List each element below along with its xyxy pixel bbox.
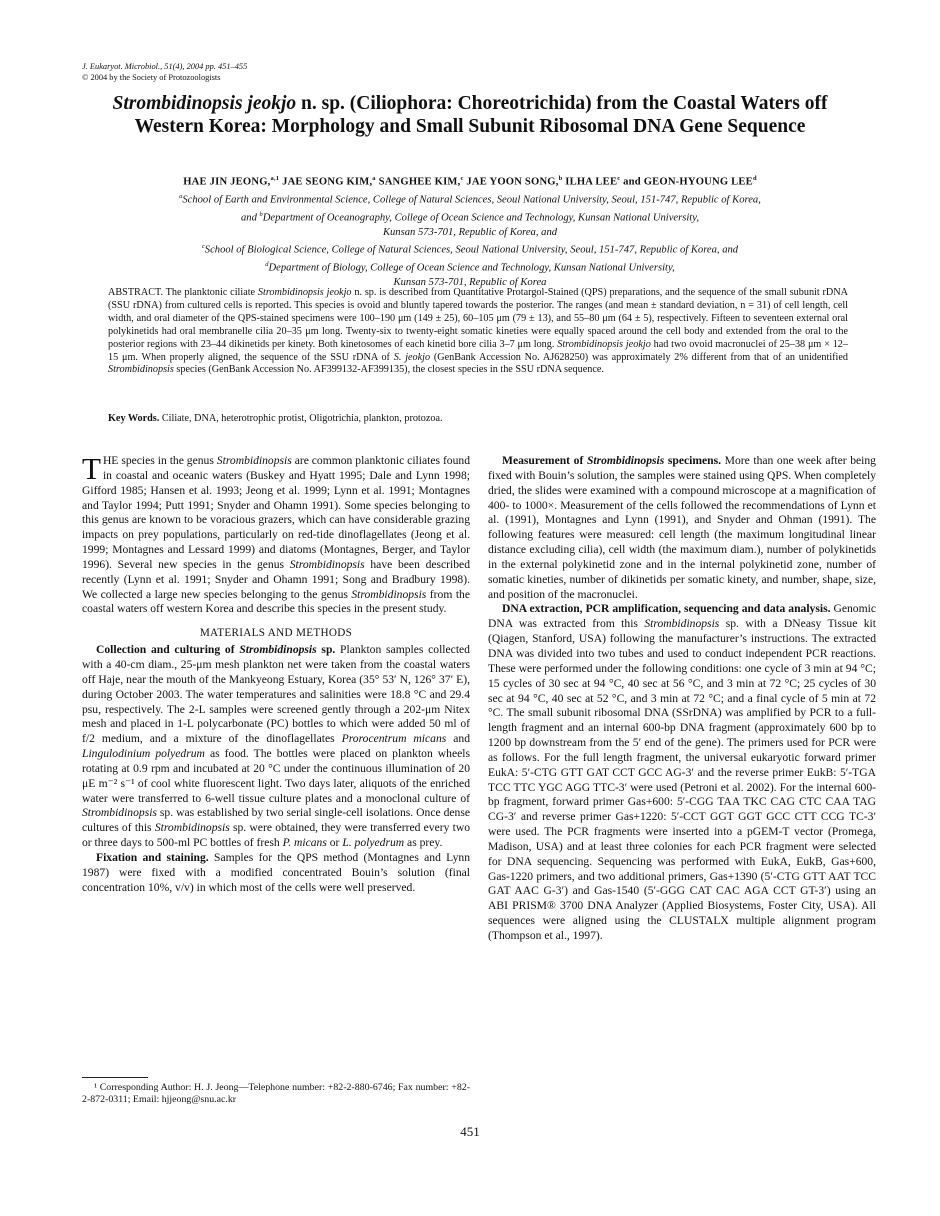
heading-text: Collection and culturing of — [96, 643, 240, 657]
genus-name: Strombidinopsis — [289, 557, 365, 571]
intro-paragraph — [82, 451, 470, 617]
abstract — [108, 287, 848, 377]
author-affiliation-mark: a,1 — [270, 175, 280, 182]
genus-name: Strombidinopsis — [154, 821, 230, 835]
body-text: or — [326, 836, 343, 850]
author-name: JAE SEONG KIM, — [279, 176, 373, 188]
abstract-text: species (GenBank Accession No. AF399132-AF399135), the closest species in the SSU rDNA sequence. — [173, 364, 604, 376]
affiliation-text: Department of Oceanography, College of Ocean Science and Technology, Kunsan National University, — [262, 212, 700, 224]
keywords — [108, 413, 848, 426]
affiliation-line — [80, 226, 860, 240]
subsection-heading — [502, 454, 721, 467]
body-text: sp. were obtained, they were transferred every two or three days to 500-ml PC bottles of fresh — [82, 821, 470, 850]
author-list — [80, 172, 860, 189]
body-text: are common planktonic ciliates found in coastal and oceanic waters (Buskey and Hyatt 1995; Dale and Lynn 1998; Gifford 1985; Hansen et al. 1993; Jeong et al. 1999; Lynn et al. 1991; Montagnes and Taylor 1994; Putt 1991; Snyder and Ohamn 1991). Some species belonging to this genus are known to be voracious grazers, which can have considerable grazing impacts on prey populations, particularly on red-tide dinoflagellates (Jeong et al. 1999; Montagnes and Lessard 1999) and diatoms (Montagnes, Berger, and Taylor 1996). Several new species in the genus — [82, 454, 470, 571]
author-affiliation-mark: c — [460, 175, 464, 182]
keywords-text: Ciliate, DNA, heterotrophic protist, Oligotrichia, plankton, protozoa. — [159, 413, 443, 424]
footnote-divider — [82, 1077, 148, 1078]
affiliation-list — [80, 190, 860, 290]
citation-copyright-line: © 2004 by the Society of Protozoologists — [82, 72, 221, 82]
genus-name: Strombidinopsis — [216, 454, 292, 467]
page-number: 451 — [460, 1124, 480, 1139]
journal-citation — [82, 62, 482, 83]
genus-name: Strombidinopsis — [586, 454, 665, 467]
measurement-paragraph — [488, 454, 876, 602]
affiliation-line — [80, 190, 860, 208]
species-name: L. polyedrum — [342, 836, 405, 850]
species-name: S. jeokjo — [393, 351, 431, 363]
drop-cap: T — [82, 451, 101, 486]
genus-name: Strombidinopsis — [82, 806, 157, 820]
genus-name: Strombidinopsis — [351, 587, 427, 601]
body-text: have been described recently (Lynn et al. 1991; Snyder and Ohamn 1991; Song and Bradbury 1998). We collected a large new species belonging to the genus — [82, 557, 470, 601]
heading-text: Measurement of — [502, 454, 587, 467]
author-name: HAE JIN JEONG, — [183, 176, 271, 188]
dna-paragraph — [488, 602, 876, 943]
section-heading: MATERIALS AND METHODS — [199, 627, 353, 640]
author-affiliation-mark: d — [752, 175, 757, 182]
body-text: More than one week after being fixed with Bouin’s solution, the samples were stained using QPS. When completely dried, the slides were examined with a compound microscope at a magnification of 400- to 1000×. Measurement of the cells followed the recommendations of Lynn et al. (1991), Montagnes and Lynn (1991), and Snyder and Ohman (1991). The following features were measured: cell length (the maximum longitudinal linear distance excluding cilia), cell width (the maximum diam.), number of polykinetids in the external polykinetid zone and in the internal polykinetid zone, number of somatic kineties, number of dikinetids per somatic kinety, and number, shape, size, and position of the macronuclei. — [488, 454, 876, 601]
affiliation-text: Kunsan 573-701, Republic of Korea — [393, 276, 547, 288]
species-name: Prorocentrum micans — [341, 732, 447, 746]
affiliation-text: School of Earth and Environmental Science, College of Natural Sciences, Seoul National University, Seoul, 151-747, Republic of Korea, — [182, 194, 761, 206]
body-text: Plankton samples collected with a 40-cm diam., 25-μm mesh plankton net were taken from the coastal waters off Haje, near the mouth of the Mankyeong Estuary, Korea (35° 53′ N, 126° 37′ E), during October 2003. The water temperatures and salinities were 18.8 °C and 29.4 psu, respectively. The 2-L samples were screened gently through a 202-μm Nitex mesh and placed in 1-L polycarbonate (PC) bottles to which were added 50 ml of f/2 medium, and a mixture of the dinoflagellates — [82, 643, 470, 746]
heading-text: specimens. — [664, 454, 722, 467]
affiliation-text: Department of Biology, College of Ocean Science and Technology, Kunsan National University, — [268, 262, 675, 274]
affiliation-mark: c — [201, 242, 205, 250]
genus-name: Strombidinopsis — [644, 617, 720, 631]
body-text: and — [446, 732, 470, 746]
species-name: Strombidinopsis jeokjo — [257, 287, 352, 298]
subsection-heading: DNA extraction, PCR amplification, sequencing and data analysis. — [502, 602, 831, 616]
right-column — [488, 454, 876, 944]
affiliation-line — [80, 258, 860, 276]
species-name: Lingulodinium polyedrum — [82, 747, 205, 761]
body-text: Genomic DNA was extracted from this — [488, 602, 876, 631]
author-name: ILHA LEE — [562, 176, 618, 188]
affiliation-connector: and — [240, 212, 260, 224]
affiliation-mark: b — [259, 210, 263, 218]
abstract-label: ABSTRACT. — [108, 287, 164, 298]
author-name: SANGHEE KIM, — [375, 176, 461, 188]
abstract-text: had two ovoid macronuclei of 25–38 μm × 12–15 μm. When properly aligned, the sequence of the SSU rDNA of — [108, 338, 848, 363]
body-text: as food. The bottles were placed on plankton wheels rotating at 0.9 rpm and incubated at 20 °C under the continuous illumination of 20 μE m⁻² s⁻¹ of cool white fluorescent light. Two days later, aliquots of the enriched water were transferred to 6-well tissue culture plates and a monoclonal culture of — [82, 747, 470, 805]
left-column — [82, 451, 470, 895]
author-affiliation-mark: b — [558, 175, 563, 182]
collection-paragraph — [82, 643, 470, 851]
affiliation-text: Kunsan 573-701, Republic of Korea, and — [382, 226, 558, 238]
abstract-text: (GenBank Accession No. AJ628250) was approximately 2% different from that of an unidentified — [430, 351, 848, 363]
abstract-text: The planktonic ciliate — [163, 287, 258, 298]
body-text: from the coastal waters off western Korea and describe this species in the present study. — [82, 587, 470, 616]
affiliation-line — [80, 240, 860, 258]
article-title — [80, 92, 860, 138]
body-text: sp. with a DNeasy Tissue kit (Qiagen, Stanford, USA) following the manufacturer’s instructions. The extracted DNA was divided into two tubes and used to conduct independent PCR reactions. These were performed under the following conditions: one cycle of 3 min at 94 °C; 15 cycles of 30 sec at 94 °C, 40 sec at 56 °C, and 3 min at 72 °C; 25 cycles of 30 sec at 94 °C, 40 sec at 52 °C, and 3 min at 72 °C; and a final cycle of 5 min at 72 °C. The small subunit ribosomal DNA (SSrDNA) was amplified by PCR to a full-length fragment and an internal 600-bp DNA fragment (approximately 600 bp to 1200 bp downstream from the 5′ end of the gene). The primers used for PCR were as follows. For the full length fragment, the universal eukaryotic forward primer EukA: 5′-CTG GTT GAT CCT GCC AG-3′ and the reverse primer EukB: 5′-TGA TCC TTC YGC AGG TTC-3′ were used (Petroni et al. 2002). For the internal 600-bp fragment, forward primer Gas+600: 5′-CGG TAA TKC CAG CTC CAA TAG CG-3′ and reverse primer Gas+1220: 5′-CCT GGT GGT GCC CTT CCG TC-3′ were used. The PCR fragments were inserted into a pGEM-T vector (Promega, Madison, USA) and at least three colonies for each PCR fragment were selected for DNA sequencing. Sequencing was performed with EukA, EukB, Gas+600, Gas-1220 primers, and two additional primers, Gas+1390 (5′-CTG GTT AAT TCC GAT AAC G-3′) and Gas-1540 (5′-GGG CAT CAC AGA CCT GT-3′) using an ABI PRISM® 3700 DNA Analyzer (Applied Biosystems, Foster City, USA). All sequences were aligned using the CLUSTALX multiple alignment program (Thompson et al., 1997). — [488, 617, 876, 942]
body-text: Samples for the QPS method (Montagnes and Lynn 1987) were fixed with a modified concentrated Bouin’s solution (final concentration 10%, v/v) in which most of the cells were well preserved. — [82, 850, 470, 894]
author-name: JAE YOON SONG, — [463, 176, 559, 188]
affiliation-line — [80, 208, 860, 226]
abstract-text: n. sp. is described from Quantitative Protargol-Stained (QPS) preparations, and the sequence of the small subunit rDNA (SSU rDNA) from cultured cells is reported. This species is ovoid and bluntly tapered towards the posterior. The ranges (and mean ± standard deviation, n = 31) of cell length, cell width, and oral diameter of the QPS-stained specimens were 100–190 μm (149 ± 25), 60–105 μm (79 ± 13), and 55–80 μm (64 ± 5), respectively. Fifteen to seventeen external oral polykinetids had oral membranelle cilia 20–35 μm long. Twenty-six to twenty-eight somatic kineties were equally spaced around the cell body and extended from the oral to the posterior regions with 23–44 dikinetids per kinety. Both kinetosomes of each kinetid bore cilia 3–7 μm long. — [108, 287, 849, 350]
keywords-label: Key Words. — [108, 413, 160, 424]
affiliation-text: School of Biological Science, College of Natural Sciences, Seoul National University, Seoul, 151-747, Republic of Korea, and — [204, 244, 739, 256]
title-species-name: Strombidinopsis jeokjo — [112, 93, 297, 114]
author-name: and GEON-HYOUNG LEE — [620, 176, 753, 188]
genus-name: Strombidinopsis — [108, 364, 174, 376]
body-text: HE species in the genus — [102, 454, 217, 467]
affiliation-mark: d — [265, 260, 269, 268]
heading-text: sp. — [316, 643, 336, 657]
affiliation-mark: a — [179, 193, 183, 200]
subsection-heading: Fixation and staining. — [96, 850, 209, 864]
author-affiliation-mark: a — [372, 175, 376, 182]
title-text: n. sp. (Ciliophora: Choreotrichida) from the Coastal Waters off Western Korea: Morphology and Small Subunit Ribosomal DNA Gene Sequence — [134, 93, 828, 137]
citation-journal-line: J. Eukaryot. Microbiol., 51(4), 2004 pp. 451–455 — [82, 62, 248, 71]
species-name: Strombidinopsis jeokjo — [557, 338, 651, 350]
fixation-paragraph — [82, 851, 470, 896]
species-name: P. micans — [282, 836, 327, 850]
genus-name: Strombidinopsis — [239, 643, 317, 657]
footnote: ¹ Corresponding Author: H. J. Jeong—Telephone number: +82-2-880-6746; Fax number: +82-2-872-0311; Email: hjjeong@snu.ac.kr — [82, 1082, 470, 1106]
body-text: as prey. — [404, 836, 443, 850]
body-text: sp. was established by two serial single-cell isolations. Once dense cultures of this — [82, 806, 470, 835]
author-affiliation-mark: c — [617, 175, 621, 182]
subsection-heading — [96, 643, 335, 656]
